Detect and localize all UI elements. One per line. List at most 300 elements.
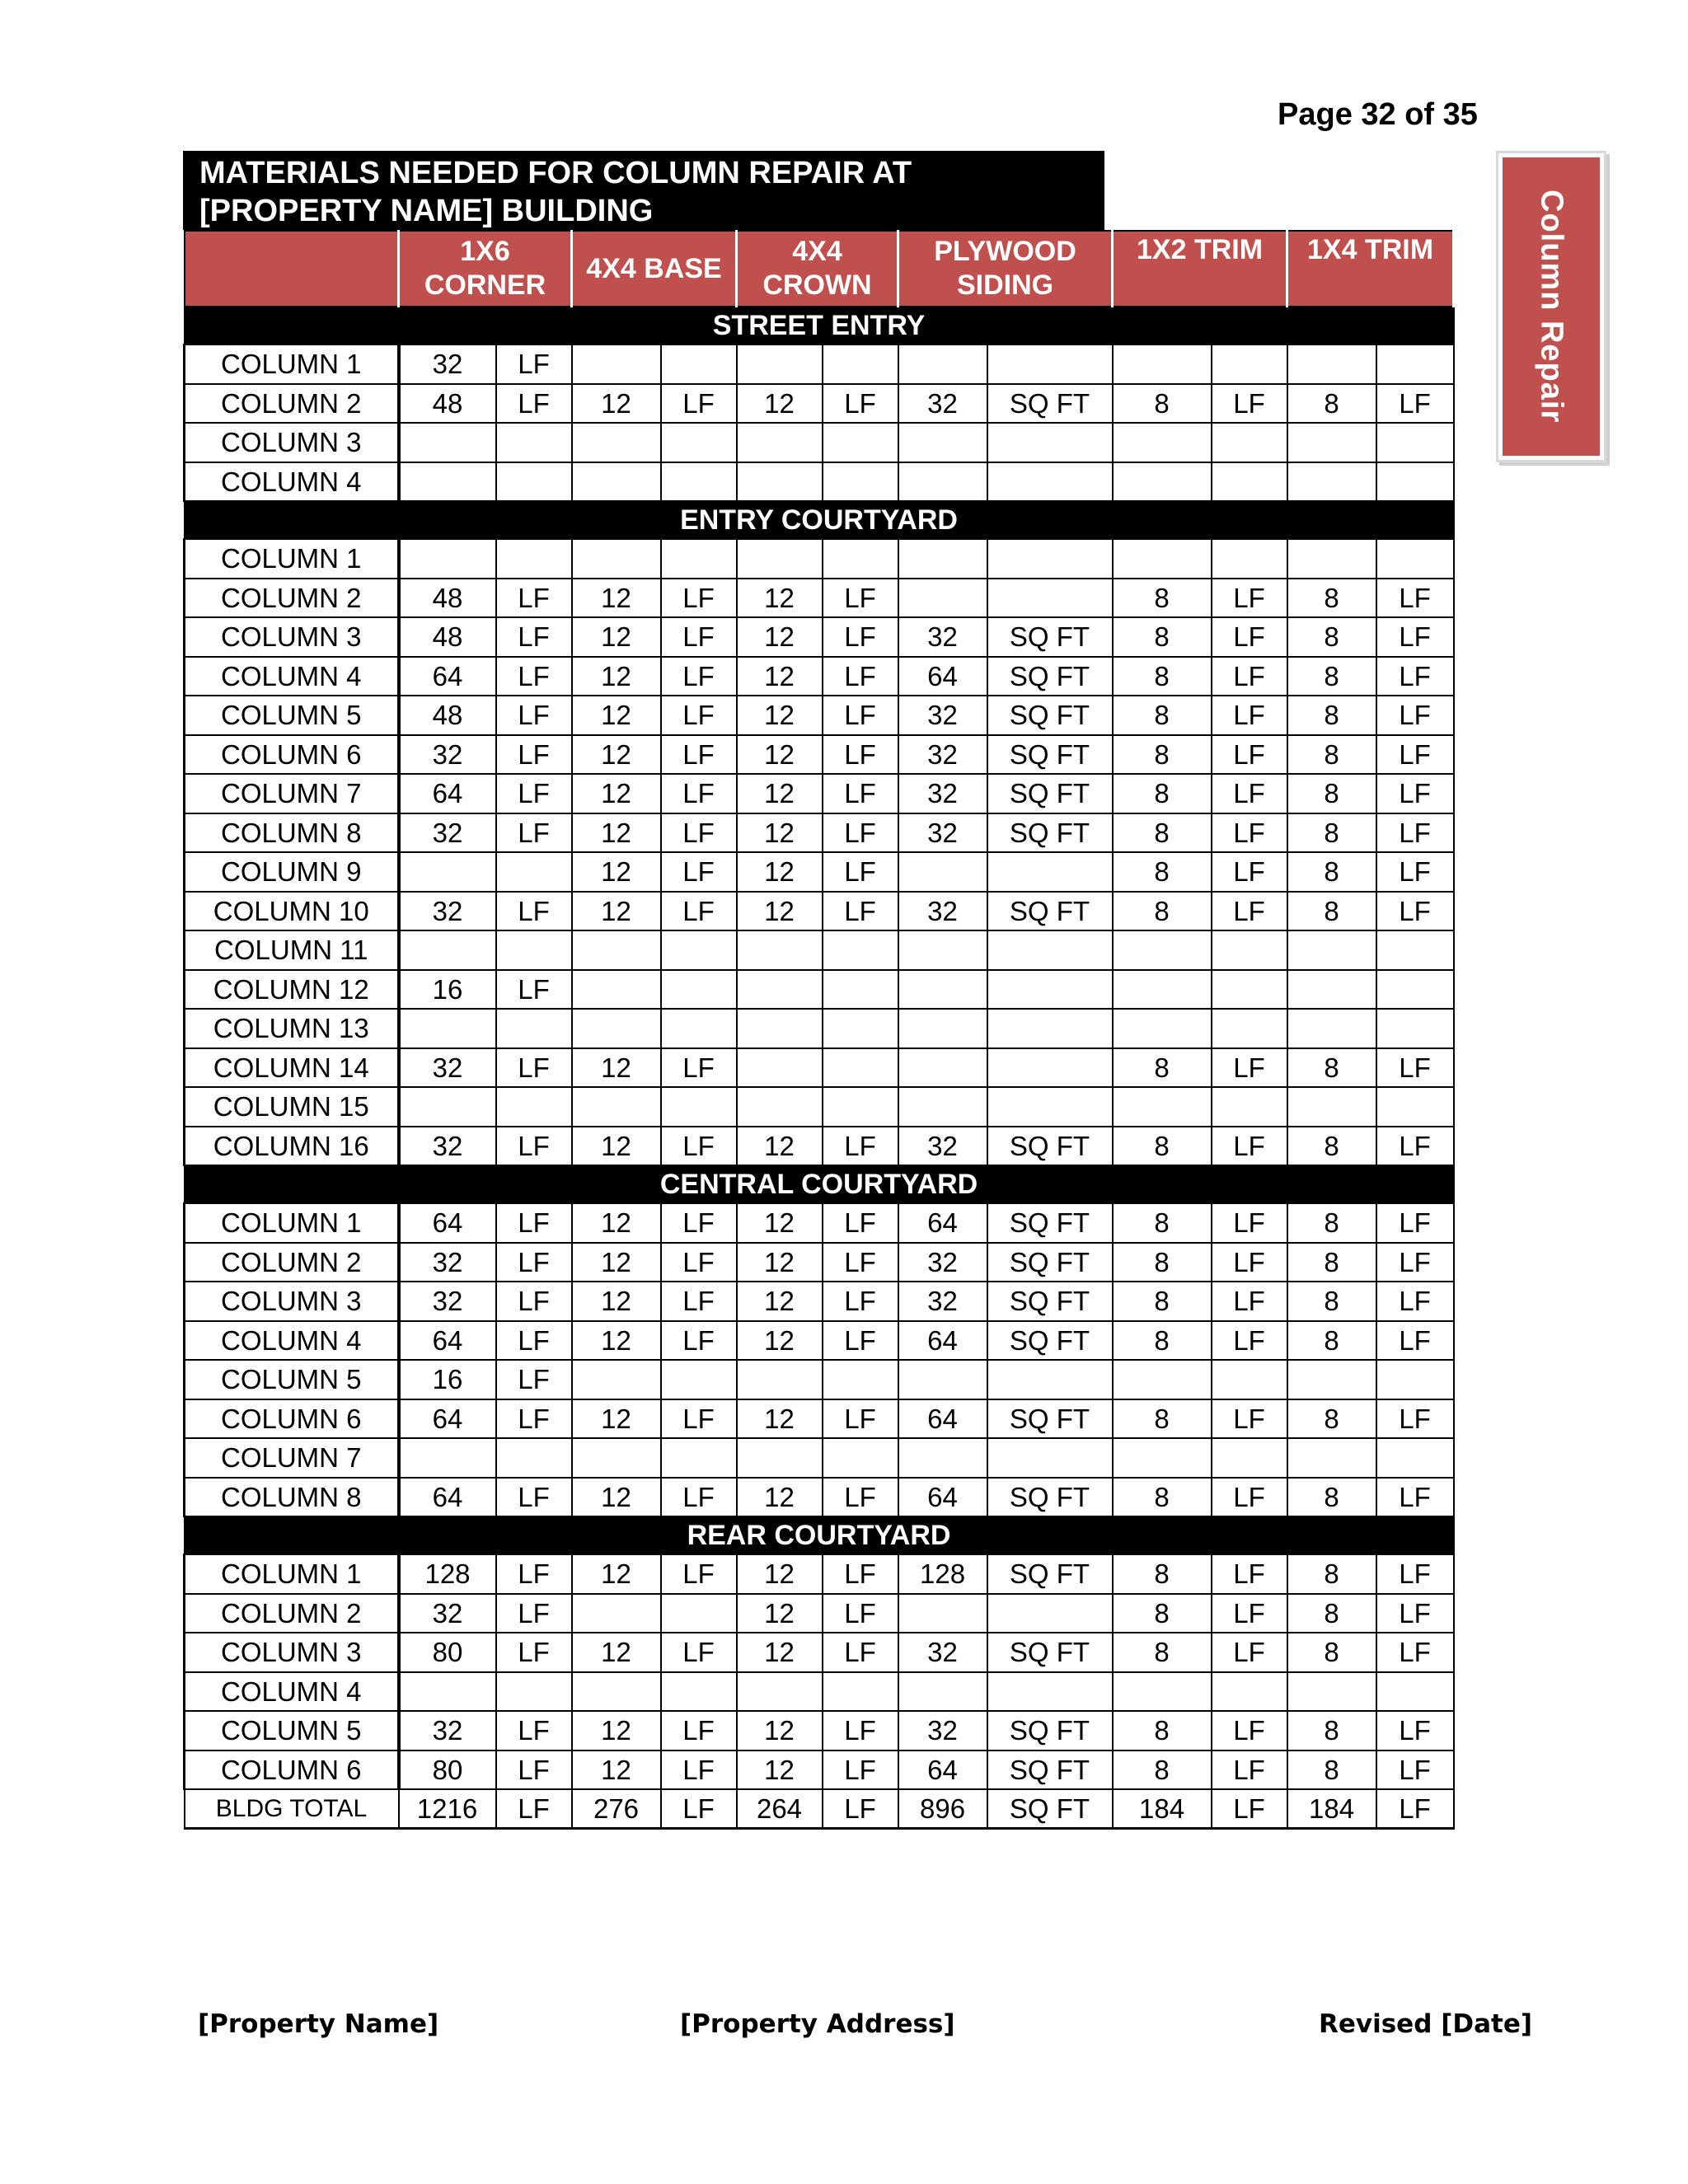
unit-cell: LF: [823, 1203, 898, 1243]
quantity-cell: 12: [572, 1243, 661, 1282]
unit-cell: LF: [661, 1633, 737, 1672]
unit-cell: [1212, 970, 1287, 1010]
unit-cell: [661, 1672, 737, 1712]
quantity-cell: 16: [399, 1360, 496, 1399]
quantity-cell: 12: [737, 852, 823, 892]
table-row: [185, 930, 1454, 970]
unit-cell: LF: [661, 735, 737, 775]
quantity-cell: 8: [1287, 657, 1376, 696]
unit-cell: SQ FT: [987, 892, 1113, 931]
unit-cell: LF: [496, 1789, 572, 1829]
row-label: COLUMN 11: [185, 930, 399, 970]
quantity-cell: [737, 423, 823, 462]
quantity-cell: [898, 1594, 987, 1633]
quantity-cell: 8: [1113, 1594, 1212, 1633]
quantity-cell: [572, 539, 661, 579]
unit-cell: [823, 423, 898, 462]
unit-cell: [823, 1438, 898, 1478]
table-row: [185, 1750, 1454, 1790]
unit-cell: SQ FT: [987, 1789, 1113, 1829]
quantity-cell: 12: [572, 696, 661, 735]
section-row: [185, 501, 1454, 539]
quantity-cell: [572, 1087, 661, 1127]
quantity-cell: [1287, 970, 1376, 1010]
quantity-cell: 32: [898, 735, 987, 775]
quantity-cell: 12: [737, 384, 823, 424]
unit-cell: [1212, 344, 1287, 384]
unit-cell: LF: [1212, 1321, 1287, 1361]
unit-cell: SQ FT: [987, 1321, 1113, 1361]
table-row: [185, 344, 1454, 384]
unit-cell: [1212, 1360, 1287, 1399]
side-tab: [1498, 153, 1604, 460]
quantity-cell: 8: [1113, 1711, 1212, 1750]
unit-cell: LF: [1376, 579, 1454, 618]
quantity-cell: 184: [1287, 1789, 1376, 1829]
quantity-cell: 48: [399, 384, 496, 424]
quantity-cell: [399, 539, 496, 579]
quantity-cell: 64: [399, 1321, 496, 1361]
quantity-cell: [399, 852, 496, 892]
quantity-cell: [1287, 344, 1376, 384]
unit-cell: SQ FT: [987, 1399, 1113, 1439]
table-title-line-1: MATERIALS NEEDED FOR COLUMN REPAIR AT: [199, 156, 912, 190]
quantity-cell: [1287, 1009, 1376, 1048]
quantity-cell: 12: [737, 1750, 823, 1790]
unit-cell: LF: [823, 1478, 898, 1517]
quantity-cell: [737, 1438, 823, 1478]
unit-cell: LF: [496, 1127, 572, 1166]
row-label: COLUMN 10: [185, 892, 399, 931]
unit-cell: LF: [1376, 1633, 1454, 1672]
quantity-cell: 64: [399, 657, 496, 696]
unit-cell: LF: [823, 657, 898, 696]
unit-cell: [496, 462, 572, 502]
quantity-cell: 12: [572, 657, 661, 696]
unit-cell: LF: [1212, 1711, 1287, 1750]
quantity-cell: 48: [399, 579, 496, 618]
row-label: BLDG TOTAL: [185, 1789, 399, 1829]
unit-cell: LF: [496, 1203, 572, 1243]
quantity-cell: 8: [1113, 1321, 1212, 1361]
quantity-cell: 12: [572, 1203, 661, 1243]
unit-cell: LF: [496, 1282, 572, 1321]
quantity-cell: 12: [737, 1321, 823, 1361]
unit-cell: LF: [496, 1594, 572, 1633]
unit-cell: [823, 970, 898, 1010]
quantity-cell: 32: [898, 1282, 987, 1321]
quantity-cell: [1287, 423, 1376, 462]
table-row: [185, 539, 1454, 579]
unit-cell: LF: [661, 1203, 737, 1243]
table-row: [185, 735, 1454, 775]
quantity-cell: 12: [737, 1478, 823, 1517]
unit-cell: LF: [823, 1282, 898, 1321]
quantity-cell: [399, 1438, 496, 1478]
unit-cell: LF: [661, 892, 737, 931]
table-row: [185, 1633, 1454, 1672]
unit-cell: [661, 1594, 737, 1633]
unit-cell: [661, 970, 737, 1010]
quantity-cell: 32: [399, 1243, 496, 1282]
unit-cell: [1212, 462, 1287, 502]
quantity-cell: [898, 1438, 987, 1478]
section-title: ENTRY COURTYARD: [185, 501, 1454, 539]
row-label: COLUMN 12: [185, 970, 399, 1010]
side-tab-label: Column Repair: [1534, 190, 1569, 424]
quantity-cell: [737, 970, 823, 1010]
unit-cell: LF: [661, 852, 737, 892]
unit-cell: LF: [496, 1321, 572, 1361]
quantity-cell: 12: [737, 1711, 823, 1750]
quantity-cell: 8: [1287, 1203, 1376, 1243]
quantity-cell: 48: [399, 696, 496, 735]
unit-cell: LF: [1212, 657, 1287, 696]
unit-cell: LF: [496, 1633, 572, 1672]
quantity-cell: 12: [572, 774, 661, 813]
table-row: [185, 617, 1454, 657]
unit-cell: LF: [823, 579, 898, 618]
quantity-cell: [1287, 1438, 1376, 1478]
quantity-cell: 32: [898, 1633, 987, 1672]
quantity-cell: 8: [1113, 813, 1212, 853]
unit-cell: [987, 930, 1113, 970]
row-label: COLUMN 4: [185, 462, 399, 502]
unit-cell: [661, 1087, 737, 1127]
unit-cell: LF: [823, 696, 898, 735]
footer-revised-date: Revised [Date]: [1319, 2009, 1533, 2039]
section-row: [185, 307, 1454, 344]
unit-cell: [1376, 930, 1454, 970]
unit-cell: SQ FT: [987, 813, 1113, 853]
unit-cell: LF: [1376, 1478, 1454, 1517]
quantity-cell: [399, 423, 496, 462]
quantity-cell: [1113, 1438, 1212, 1478]
unit-cell: LF: [1376, 1554, 1454, 1594]
quantity-cell: [1113, 462, 1212, 502]
quantity-cell: 32: [399, 735, 496, 775]
unit-cell: LF: [496, 774, 572, 813]
quantity-cell: 32: [898, 892, 987, 931]
unit-cell: [1376, 1087, 1454, 1127]
unit-cell: LF: [823, 384, 898, 424]
unit-cell: LF: [496, 1048, 572, 1088]
row-label: COLUMN 15: [185, 1087, 399, 1127]
quantity-cell: [1113, 970, 1212, 1010]
table-row: [185, 696, 1454, 735]
quantity-cell: 12: [737, 579, 823, 618]
table-title: [183, 151, 1104, 230]
unit-cell: [661, 344, 737, 384]
quantity-cell: 12: [572, 617, 661, 657]
quantity-cell: 8: [1113, 892, 1212, 931]
unit-cell: SQ FT: [987, 774, 1113, 813]
quantity-cell: 8: [1287, 892, 1376, 931]
section-title: CENTRAL COURTYARD: [185, 1165, 1454, 1203]
table-row: [185, 970, 1454, 1010]
quantity-cell: 48: [399, 617, 496, 657]
row-label: COLUMN 1: [185, 344, 399, 384]
unit-cell: LF: [823, 1321, 898, 1361]
unit-cell: [1212, 1009, 1287, 1048]
unit-cell: LF: [1212, 1633, 1287, 1672]
quantity-cell: [898, 344, 987, 384]
quantity-cell: 80: [399, 1750, 496, 1790]
unit-cell: [823, 1672, 898, 1712]
unit-cell: LF: [823, 892, 898, 931]
quantity-cell: 8: [1287, 384, 1376, 424]
table-row: [185, 423, 1454, 462]
unit-cell: LF: [1212, 1789, 1287, 1829]
unit-cell: [496, 1438, 572, 1478]
unit-cell: LF: [1212, 696, 1287, 735]
quantity-cell: 8: [1287, 579, 1376, 618]
quantity-cell: [898, 1360, 987, 1399]
unit-cell: [496, 852, 572, 892]
quantity-cell: 128: [399, 1554, 496, 1594]
quantity-cell: [737, 539, 823, 579]
quantity-cell: 32: [399, 1127, 496, 1166]
unit-cell: LF: [661, 1243, 737, 1282]
unit-cell: LF: [1376, 617, 1454, 657]
unit-cell: SQ FT: [987, 1750, 1113, 1790]
unit-cell: LF: [496, 344, 572, 384]
quantity-cell: 12: [572, 1048, 661, 1088]
header-1x4-trim: 1X4 TRIM: [1287, 231, 1454, 307]
unit-cell: SQ FT: [987, 1478, 1113, 1517]
unit-cell: LF: [1212, 1554, 1287, 1594]
quantity-cell: 12: [572, 892, 661, 931]
row-label: COLUMN 3: [185, 617, 399, 657]
quantity-cell: [399, 1672, 496, 1712]
unit-cell: SQ FT: [987, 384, 1113, 424]
unit-cell: [823, 1048, 898, 1088]
quantity-cell: [737, 1009, 823, 1048]
quantity-cell: [898, 1672, 987, 1712]
quantity-cell: 32: [898, 384, 987, 424]
unit-cell: LF: [1376, 1711, 1454, 1750]
quantity-cell: [737, 1672, 823, 1712]
quantity-cell: 12: [572, 1282, 661, 1321]
quantity-cell: 32: [898, 1243, 987, 1282]
quantity-cell: 12: [572, 1127, 661, 1166]
unit-cell: [1376, 1009, 1454, 1048]
row-label: COLUMN 1: [185, 1203, 399, 1243]
quantity-cell: [737, 462, 823, 502]
unit-cell: LF: [823, 1594, 898, 1633]
row-label: COLUMN 2: [185, 1243, 399, 1282]
table-row: [185, 1321, 1454, 1361]
table-row: [185, 1554, 1454, 1594]
quantity-cell: 184: [1113, 1789, 1212, 1829]
table-row: [185, 852, 1454, 892]
quantity-cell: 8: [1287, 813, 1376, 853]
quantity-cell: 32: [399, 1048, 496, 1088]
unit-cell: [1376, 462, 1454, 502]
unit-cell: SQ FT: [987, 1127, 1113, 1166]
table-row: [185, 1672, 1454, 1712]
header-blank: [185, 231, 399, 307]
section-title: STREET ENTRY: [185, 307, 1454, 344]
quantity-cell: [898, 462, 987, 502]
unit-cell: [823, 1087, 898, 1127]
unit-cell: LF: [823, 1633, 898, 1672]
quantity-cell: 8: [1113, 617, 1212, 657]
quantity-cell: [898, 930, 987, 970]
unit-cell: LF: [496, 657, 572, 696]
quantity-cell: 64: [399, 1399, 496, 1439]
quantity-cell: 8: [1287, 1127, 1376, 1166]
quantity-cell: 12: [737, 1203, 823, 1243]
unit-cell: LF: [1212, 1203, 1287, 1243]
unit-cell: LF: [1212, 1127, 1287, 1166]
unit-cell: LF: [496, 696, 572, 735]
unit-cell: [823, 930, 898, 970]
unit-cell: [661, 423, 737, 462]
quantity-cell: [1113, 1009, 1212, 1048]
quantity-cell: 64: [898, 1321, 987, 1361]
unit-cell: LF: [823, 1750, 898, 1790]
quantity-cell: 12: [737, 1633, 823, 1672]
section-row: [185, 1165, 1454, 1203]
quantity-cell: [898, 579, 987, 618]
unit-cell: LF: [496, 1399, 572, 1439]
quantity-cell: 8: [1113, 774, 1212, 813]
quantity-cell: 64: [399, 1203, 496, 1243]
unit-cell: LF: [496, 617, 572, 657]
quantity-cell: [399, 930, 496, 970]
quantity-cell: [1113, 1672, 1212, 1712]
quantity-cell: 12: [572, 735, 661, 775]
unit-cell: LF: [1376, 1594, 1454, 1633]
row-label: COLUMN 8: [185, 813, 399, 853]
unit-cell: [823, 462, 898, 502]
unit-cell: LF: [1212, 1594, 1287, 1633]
unit-cell: LF: [496, 970, 572, 1010]
quantity-cell: 8: [1113, 1478, 1212, 1517]
quantity-cell: 12: [572, 813, 661, 853]
quantity-cell: 8: [1287, 1399, 1376, 1439]
row-label: COLUMN 14: [185, 1048, 399, 1088]
row-label: COLUMN 1: [185, 1554, 399, 1594]
quantity-cell: 8: [1113, 384, 1212, 424]
quantity-cell: 8: [1113, 579, 1212, 618]
unit-cell: [1376, 539, 1454, 579]
quantity-cell: [1113, 423, 1212, 462]
quantity-cell: [898, 423, 987, 462]
quantity-cell: [572, 1672, 661, 1712]
materials-table: [183, 230, 1455, 1830]
unit-cell: LF: [661, 1478, 737, 1517]
quantity-cell: 12: [572, 384, 661, 424]
unit-cell: LF: [496, 384, 572, 424]
quantity-cell: 8: [1113, 1633, 1212, 1672]
unit-cell: LF: [823, 617, 898, 657]
unit-cell: SQ FT: [987, 1633, 1113, 1672]
unit-cell: LF: [1212, 1048, 1287, 1088]
unit-cell: LF: [1376, 1243, 1454, 1282]
unit-cell: LF: [1212, 617, 1287, 657]
row-label: COLUMN 9: [185, 852, 399, 892]
table-row: [185, 1282, 1454, 1321]
row-label: COLUMN 1: [185, 539, 399, 579]
table-row: [185, 1127, 1454, 1166]
header-1x2-trim: 1X2 TRIM: [1113, 231, 1287, 307]
unit-cell: LF: [1376, 735, 1454, 775]
quantity-cell: 12: [572, 1554, 661, 1594]
unit-cell: LF: [1376, 1203, 1454, 1243]
table-row: [185, 1009, 1454, 1048]
quantity-cell: 12: [737, 617, 823, 657]
unit-cell: LF: [1376, 852, 1454, 892]
unit-cell: SQ FT: [987, 1282, 1113, 1321]
row-label: COLUMN 16: [185, 1127, 399, 1166]
unit-cell: LF: [1212, 774, 1287, 813]
quantity-cell: 8: [1113, 735, 1212, 775]
quantity-cell: 32: [898, 696, 987, 735]
footer-property-name: [Property Name]: [198, 2009, 439, 2039]
unit-cell: LF: [661, 1321, 737, 1361]
quantity-cell: [737, 1360, 823, 1399]
row-label: COLUMN 2: [185, 384, 399, 424]
unit-cell: [661, 1360, 737, 1399]
quantity-cell: [737, 344, 823, 384]
quantity-cell: 8: [1113, 1048, 1212, 1088]
unit-cell: LF: [1376, 1282, 1454, 1321]
quantity-cell: [1287, 539, 1376, 579]
quantity-cell: [1113, 930, 1212, 970]
quantity-cell: 64: [399, 774, 496, 813]
unit-cell: LF: [496, 813, 572, 853]
quantity-cell: 12: [737, 774, 823, 813]
quantity-cell: [572, 930, 661, 970]
row-label: COLUMN 6: [185, 1399, 399, 1439]
quantity-cell: [1113, 344, 1212, 384]
quantity-cell: 12: [572, 1399, 661, 1439]
unit-cell: [987, 1594, 1113, 1633]
quantity-cell: 64: [898, 1750, 987, 1790]
quantity-cell: 80: [399, 1633, 496, 1672]
unit-cell: [1376, 1360, 1454, 1399]
unit-cell: LF: [1376, 1127, 1454, 1166]
quantity-cell: 8: [1113, 1127, 1212, 1166]
quantity-cell: [898, 1009, 987, 1048]
quantity-cell: 8: [1287, 696, 1376, 735]
unit-cell: SQ FT: [987, 696, 1113, 735]
unit-cell: LF: [661, 617, 737, 657]
table-row: [185, 1594, 1454, 1633]
unit-cell: LF: [496, 1478, 572, 1517]
quantity-cell: 8: [1113, 1243, 1212, 1282]
quantity-cell: 12: [737, 1243, 823, 1282]
row-label: COLUMN 3: [185, 1282, 399, 1321]
row-label: COLUMN 6: [185, 1750, 399, 1790]
unit-cell: [496, 1672, 572, 1712]
unit-cell: [1212, 539, 1287, 579]
table-row: [185, 1399, 1454, 1439]
unit-cell: SQ FT: [987, 1711, 1113, 1750]
quantity-cell: 8: [1287, 1750, 1376, 1790]
unit-cell: [496, 1009, 572, 1048]
unit-cell: [496, 423, 572, 462]
unit-cell: LF: [1212, 892, 1287, 931]
unit-cell: [496, 1087, 572, 1127]
row-label: COLUMN 3: [185, 423, 399, 462]
quantity-cell: 8: [1287, 1711, 1376, 1750]
table-row: [185, 384, 1454, 424]
unit-cell: LF: [1376, 1321, 1454, 1361]
unit-cell: LF: [823, 735, 898, 775]
